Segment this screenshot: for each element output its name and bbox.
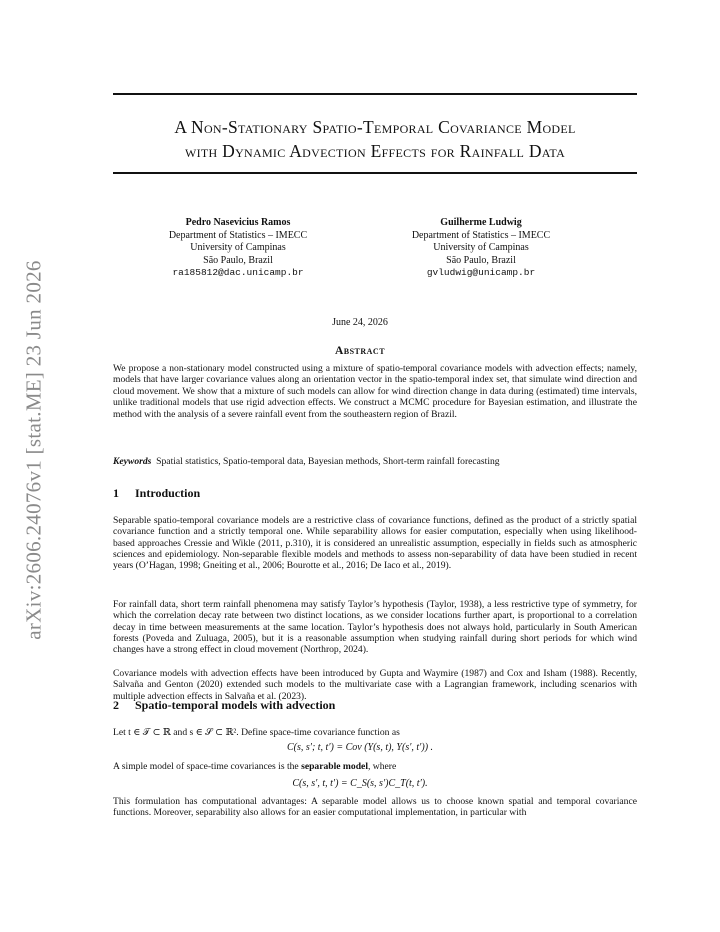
title-line-1: A Non-Stationary Spatio-Temporal Covariance Model xyxy=(174,117,576,137)
paragraph: For rainfall data, short term rainfall phenomena may satisfy Taylor’s hypothesis (Taylor, 1938), a less restrictive type of symmetry, for which the correlation decay rate between two distinct locations, as we consider locations further apart, is proportional to a correlation decay in time between measurements at the same location. Taylor’s hypothesis does not always hold, particularly in South American forests (Poveda and Zuluaga, 2005), but it is a reasonable assumption when studying rainfall during short periods for which wind changes have a strong effect in cloud movement (Northrop, 2024). xyxy=(113,599,637,656)
author-department: Department of Statistics – IMECC xyxy=(411,229,551,241)
section-title: Introduction xyxy=(135,486,201,500)
author-name: Guilherme Ludwig xyxy=(440,217,522,228)
section-heading-introduction xyxy=(113,486,200,501)
author-block-2 xyxy=(371,217,591,280)
paragraph: Let t ∈ 𝒯 ⊂ ℝ and s ∈ 𝒮 ⊂ ℝ². Define space-time covariance function as xyxy=(113,727,400,738)
paragraph: This formulation has computational advantages: A separable model allows us to choose known spatial and temporal covariance functions. Moreover, separability also allows for an easier computational implementation, in particular with xyxy=(113,796,637,819)
paragraph xyxy=(113,761,637,772)
bold-term: separable model xyxy=(301,761,368,772)
paragraph: Separable spatio-temporal covariance models are a restrictive class of covariance functions, defined as the product of a strictly spatial covariance function and a strictly temporal one. While separability allows for easier computation, especially when using likelihood-based approaches Cressie and Wikle (2011, p.310), it is considered an unrealistic assumption, especially in fields such as atmospheric sciences and epidemiology. Non-separable flexible models and methods to assess non-separability of data have been studied in recent years (O’Hagan, 1998; Gneiting et al., 2006; Bourotte et al., 2016; De Iaco et al., 2019). xyxy=(113,515,637,572)
author-email: gvludwig@unicamp.br xyxy=(426,267,536,278)
title-rule-bottom xyxy=(113,172,637,174)
abstract-text: We propose a non-stationary model constructed using a mixture of spatio-temporal covariance models with advection effects; namely, models that have larger covariance values along an orientation vector in the spatio-temporal index set, that simulate wind direction and cloud movement. We show that a mixture of such models can allow for wind direction change in data during (estimated) time intervals, unlike traditional models that use rigid advection effects. We construct a MCMC procedure for Bayesian estimation, and illustrate the method with the analysis of a severe rainfall event from the southeastern region of Brazil. xyxy=(113,363,637,420)
keywords xyxy=(113,456,637,467)
author-city: São Paulo, Brazil xyxy=(446,254,516,266)
arxiv-sidebar xyxy=(14,250,54,650)
paragraph: Covariance models with advection effects have been introduced by Gupta and Waymire (1987) and Cox and Isham (1988). Recently, Salvaña and Genton (2020) extended such models to the multivariate case with a Lagrangian framework, including scenarios with multiple advection effects in Salvaña et al. (2023). xyxy=(113,668,637,702)
author-city: São Paulo, Brazil xyxy=(203,254,273,266)
author-department: Department of Statistics – IMECC xyxy=(168,229,308,241)
author-university: University of Campinas xyxy=(190,242,286,253)
title-rule-top xyxy=(113,93,637,95)
author-email: ra185812@dac.unicamp.br xyxy=(172,267,304,278)
abstract-heading: Abstract xyxy=(334,345,386,357)
title-line-2: with Dynamic Advection Effects for Rainfall Data xyxy=(184,141,566,161)
author-block-1 xyxy=(128,217,348,280)
section-heading-advection xyxy=(113,698,335,713)
section-number: 2 xyxy=(113,698,119,712)
equation-covariance-definition: C(s, s′; t, t′) = Cov (Y(s, t), Y(s′, t′)) . xyxy=(286,742,434,753)
keywords-text: Spatial statistics, Spatio-temporal data, Bayesian methods, Short-term rainfall forecasting xyxy=(156,456,500,467)
equation-separable-model: C(s, s′, t, t′) = C_S(s, s′)C_T(t, t′). xyxy=(292,778,428,789)
text-span: , where xyxy=(367,761,397,772)
paper-title xyxy=(80,115,670,163)
publication-date: June 24, 2026 xyxy=(332,317,388,328)
arxiv-identifier: arXiv:2606.24076v1 [stat.ME] 23 Jun 2026 xyxy=(21,260,46,640)
author-name: Pedro Nasevicius Ramos xyxy=(185,217,291,228)
section-number: 1 xyxy=(113,486,119,500)
section-title: Spatio-temporal models with advection xyxy=(135,698,336,712)
text-span: A simple model of space-time covariances is the xyxy=(113,761,302,772)
keywords-label: Keywords xyxy=(113,456,152,467)
author-university: University of Campinas xyxy=(433,242,529,253)
